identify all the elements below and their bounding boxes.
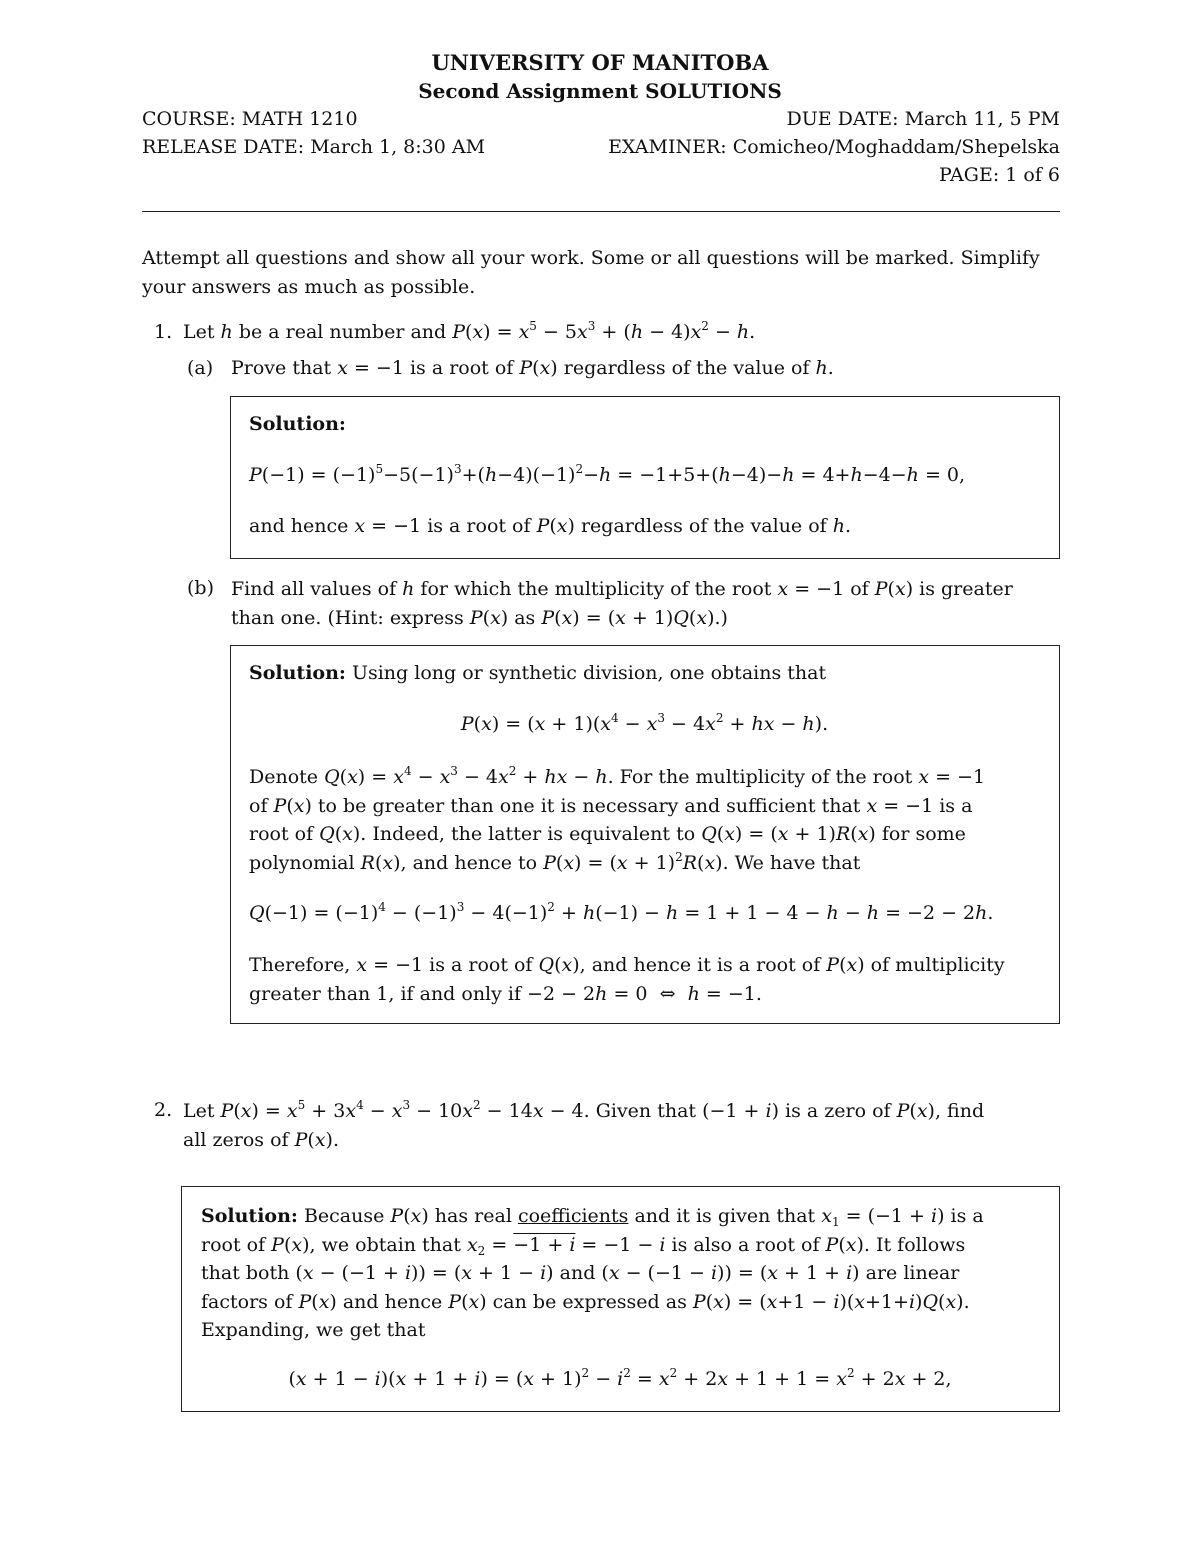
solution-1b-evaluation: $Q(-1) = (-1)^4 - (-1)^3 - 4(-1)^2 + h(-1) - h = 1 + 1 - 4 - h - h = -2 - 2h$.	[249, 900, 994, 924]
solution-1b-conclusion: Therefore, x = −1 is a root of Q(x), and hence it is a root of P(x) of multiplicity greater than 1, if and only if −2 − 2h = 0 ⇔ h = −1.	[249, 954, 1005, 1005]
due-date: DUE DATE: March 11, 5 PM	[786, 108, 1060, 130]
solution-2-expansion: $(x + 1 - i)(x + 1 + i) = (x + 1)^2 - i^2 = x^2 + 2x + 1 + 1 = x^2 + 2x + 2$,	[288, 1366, 952, 1390]
header-divider	[142, 211, 1060, 212]
university-title: UNIVERSITY OF MANITOBA	[431, 50, 769, 75]
instructions-line-2: your answers as much as possible.	[142, 276, 476, 298]
solution-1a-equation: $P(-1) = (-1)^5-5(-1)^3+(h-4)(-1)^2-h = -1+5+(h-4)-h = 4+h-4-h = 0$,	[249, 462, 966, 486]
part-a-label: (a)	[187, 357, 214, 379]
solution-1b-intro: Solution: Using long or synthetic division, one obtains that	[249, 662, 827, 684]
solution-1a-box	[230, 396, 1060, 559]
solution-1b-label: Solution:	[249, 662, 346, 684]
question-2-number: 2.	[154, 1099, 173, 1121]
solution-1b-factorization: $P(x) = (x + 1)(x^4 - x^3 - 4x^2$ + hx − h).	[460, 711, 829, 735]
solution-2-box	[181, 1186, 1060, 1412]
solution-2-reasoning: Solution: Because P(x) has real coefficients and it is given that $x_1 = (-1 + i)$ is a root of P(x), we obtain that $x_2 = -1 + i = -1 - i$ is also a root of P(x). It follows that both (x − (−1 + i)) = (x + 1 − i) and (x − (−1 − i)) = (x + 1 + i) are linear factors of P(x) and hence P(x) can be expressed as P(x) = (x+1 − i)(x+1+i)Q(x). Expanding, we get that	[201, 1205, 984, 1341]
question-2-statement: Let $P(x) = x^5 + 3x^4 - x^3 - 10x^2 - 14x - 4$. Given that (−1 + i) is a zero of P(x), find all zeros of P(x).	[183, 1098, 985, 1151]
examiner: EXAMINER: Comicheo/Moghaddam/Shepelska	[608, 136, 1060, 158]
course-label: COURSE: MATH 1210	[142, 108, 358, 130]
question-1-statement: Let h be a real number and $P(x) = x^5 - 5x^3 + (h - 4)x^2 - h$.	[183, 319, 756, 343]
part-a-statement: Prove that x = −1 is a root of P(x) regardless of the value of h.	[231, 357, 834, 379]
solution-1a-label: Solution:	[249, 413, 346, 435]
solution-2-label: Solution:	[201, 1205, 298, 1227]
question-1-number: 1.	[154, 321, 173, 343]
release-date: RELEASE DATE: March 1, 8:30 AM	[142, 136, 486, 158]
solution-1b-box	[230, 645, 1060, 1024]
solution-1b-reasoning: Denote $Q(x) = x^4 - x^3 - 4x^2$ + hx − h. For the multiplicity of the root x = −1 of P(x) to be greater than one it is necessary and sufficient that x = −1 is a root of Q(x). Indeed, the latter is equivalent to Q(x) = (x + 1)R(x) for some polynomial R(x), and hence to $P(x) = (x + 1)^2R(x)$. We have that	[249, 764, 986, 874]
assignment-subtitle: Second Assignment SOLUTIONS	[418, 79, 782, 103]
page-number: PAGE: 1 of 6	[939, 164, 1060, 186]
part-b-statement: Find all values of h for which the multiplicity of the root x = −1 of P(x) is greater than one. (Hint: express P(x) as P(x) = (x + 1)Q(x).)	[231, 578, 1013, 629]
instructions-line-1: Attempt all questions and show all your work. Some or all questions will be marked. Simplify	[142, 247, 1040, 269]
part-b-label: (b)	[187, 577, 214, 599]
solution-1a-conclusion: and hence x = −1 is a root of P(x) regardless of the value of h.	[249, 515, 852, 537]
